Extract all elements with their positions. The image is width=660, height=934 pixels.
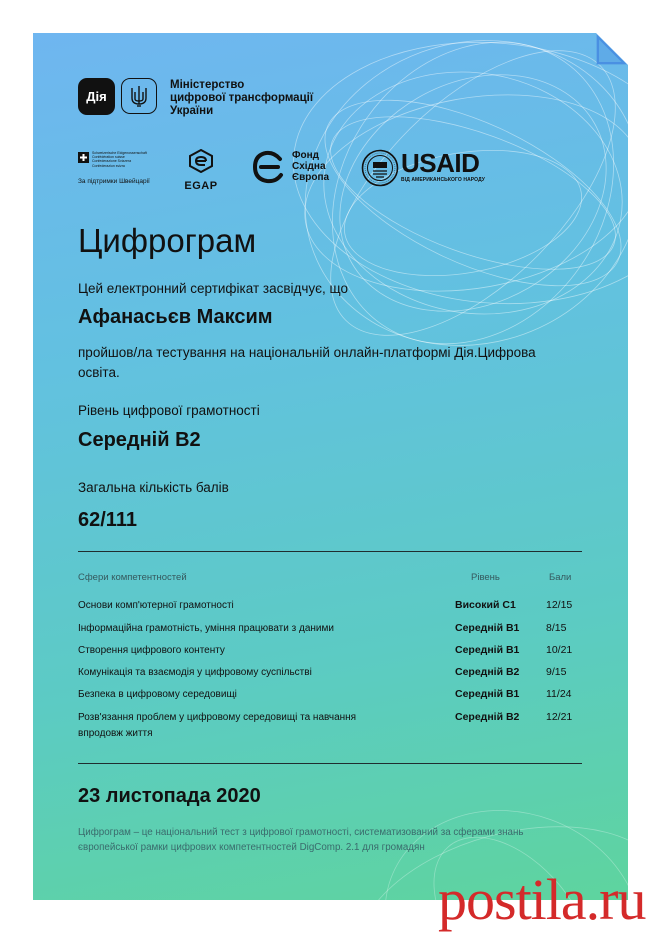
table-row-score: 9/15: [546, 666, 567, 678]
table-row-area: Основи комп'ютерної грамотності: [78, 600, 234, 611]
swiss-support-text: За підтримки Швейцарії: [78, 178, 150, 185]
egap-logo: [181, 149, 221, 192]
table-row-level: Середній B1: [455, 644, 520, 656]
swiss-line: Confédération suisse: [92, 155, 125, 160]
fund-line: Східна: [292, 161, 326, 172]
ministry-line: Міністерство: [170, 79, 245, 91]
table-header-area: Сфери компетентностей: [78, 572, 187, 583]
east-europe-fund-name: [292, 150, 329, 183]
divider-bottom: [78, 763, 582, 764]
diia-logo-text: Дія: [86, 89, 107, 104]
egap-label: EGAP: [184, 180, 218, 192]
certificate-date: 23 листопада 2020: [78, 785, 261, 807]
swiss-line: Confederazione Svizzera: [92, 159, 132, 164]
certificate-intro: Цей електронний сертифікат засвідчує, що: [78, 281, 349, 296]
table-row-score: 10/21: [546, 644, 573, 656]
swiss-flag-icon: [78, 152, 89, 163]
table-header-score: Бали: [549, 572, 572, 583]
ministry-line: України: [170, 105, 214, 117]
level-label: Рівень цифрової грамотності: [78, 403, 260, 418]
table-row-area: Інформаційна грамотність, уміння працювати з даними: [78, 623, 334, 634]
table-row-score: 11/24: [546, 688, 572, 700]
table-row-level: Середній B2: [455, 666, 520, 678]
footer-description: Цифрограм – це національний тест з цифрової грамотності, систематизований за сферами знань європейської рамки цифрових компетентностей DigComp. 2.1 для громадян: [78, 827, 524, 853]
table-row-area: Безпека в цифровому середовищі: [78, 689, 237, 700]
swiss-line: Schweizerische Eidgenossenschaft: [92, 151, 147, 155]
divider-top: [78, 551, 582, 552]
score-label: Загальна кількість балів: [78, 480, 229, 495]
fund-line: Європа: [292, 172, 330, 183]
usaid-seal-icon: [361, 149, 399, 187]
table-row-area: Комунікація та взаємодія у цифровому суспільстві: [78, 667, 312, 678]
egap-icon: [188, 149, 214, 173]
table-row-score: 8/15: [546, 622, 567, 634]
table-row-score: 12/21: [546, 711, 573, 723]
recipient-name: Афанасьєв Максим: [78, 306, 273, 328]
table-header-level: Рівень: [471, 572, 500, 583]
diia-logo: [78, 78, 115, 115]
table-row-area: Розв'язання проблем у цифровому середовищі та навчання впродовж життя: [78, 712, 357, 739]
score-value: 62/111: [78, 509, 137, 531]
east-europe-fund-icon: [250, 149, 286, 185]
table-row-score: 12/15: [546, 599, 573, 611]
watermark-text: postila.ru: [438, 867, 646, 932]
trident-icon: [121, 78, 157, 114]
table-row-area: Створення цифрового контенту: [78, 645, 225, 656]
table-row-level: Середній B1: [455, 622, 520, 634]
ministry-line: цифрової трансформації: [170, 92, 314, 104]
usaid-subtitle: ВІД АМЕРИКАНСЬКОГО НАРОДУ: [401, 177, 486, 183]
level-value: Середній B2: [78, 429, 201, 451]
ministry-name: [170, 79, 313, 118]
swiss-line: Confederaziun svizra: [92, 163, 125, 168]
table-row-level: Середній B2: [455, 711, 520, 723]
passed-statement: пройшов/ла тестування на національній онлайн-платформі Дія.Цифрова освіта.: [78, 345, 536, 380]
usaid-logo-text: USAID: [401, 148, 480, 178]
fund-line: Фонд: [292, 150, 320, 161]
table-row-level: Середній B1: [455, 688, 520, 700]
swiss-confederation-text: [92, 151, 154, 168]
certificate-title: Цифрограм: [78, 222, 257, 259]
table-row-level: Високий C1: [455, 599, 516, 611]
page-corner-fold: [596, 33, 628, 65]
